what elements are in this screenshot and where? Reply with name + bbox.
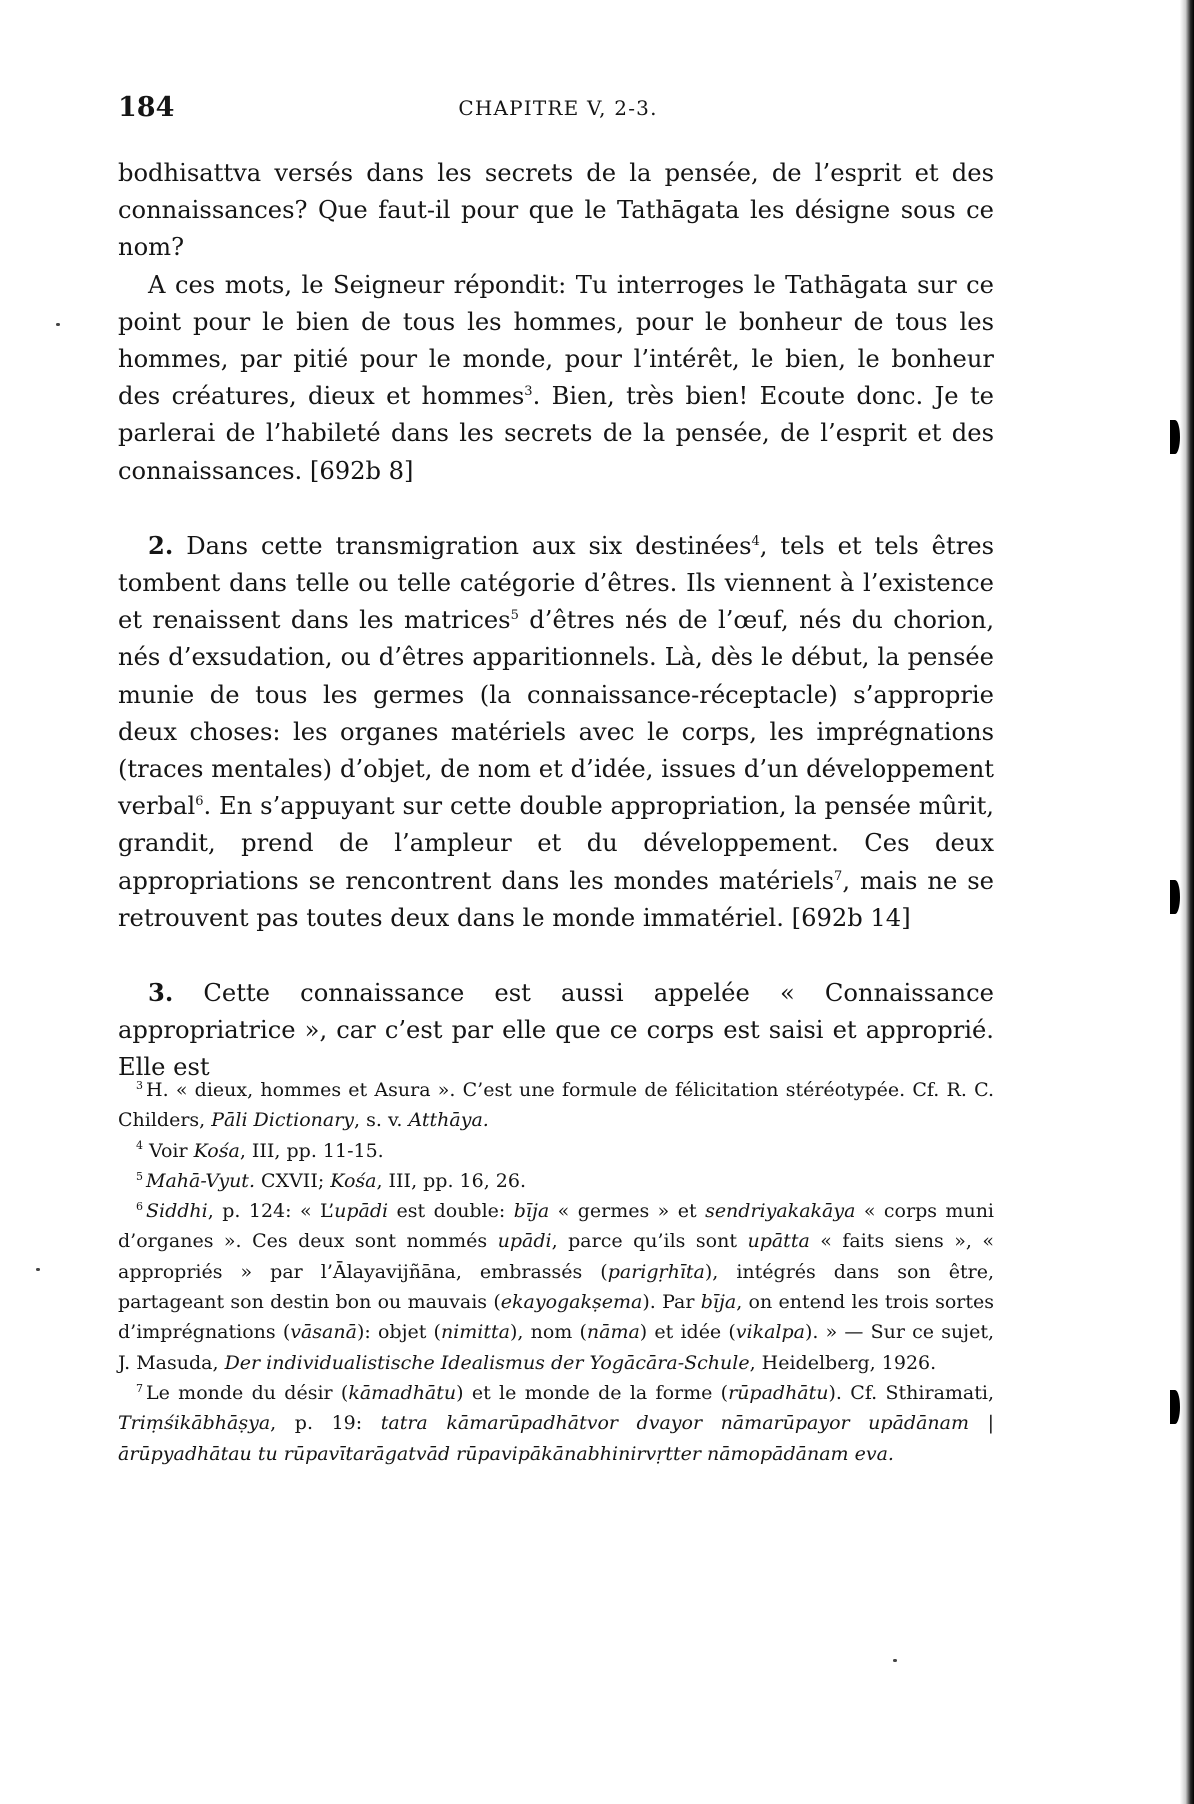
footnote-mark: 5 xyxy=(136,1169,143,1183)
italic-run: Siddhi xyxy=(146,1200,208,1223)
footnote-ref-4[interactable]: 4 xyxy=(751,533,760,549)
text-run: Cette connaissance est aussi appelée « Connaissance appropriatrice », car c’est par elle que ce corps est saisi et approprié. Elle est xyxy=(118,979,994,1082)
text-run: ). » — Sur ce sujet, J. Masuda, xyxy=(118,1321,994,1374)
italic-run: nāma xyxy=(586,1321,640,1344)
text-run: , s. v. xyxy=(354,1109,409,1132)
scan-shadow-edge xyxy=(1180,0,1194,1804)
italic-run: upādi xyxy=(497,1230,552,1253)
italic-run: bīja xyxy=(700,1291,737,1314)
footnote-ref-6[interactable]: 6 xyxy=(195,794,204,810)
italic-run: nimitta xyxy=(440,1321,510,1344)
page-number: 184 xyxy=(118,92,175,123)
italic-run: Atthāya. xyxy=(408,1109,489,1132)
footnotes xyxy=(118,1075,994,1469)
footnote-3 xyxy=(118,1075,994,1136)
footnote-ref-7[interactable]: 7 xyxy=(834,868,843,884)
text-run: A ces mots, le Seigneur répondit: Tu interroges le Tathāgata sur ce point pour le bien de tous les hommes, pour le bonheur de tous les hommes, par pitié pour le monde, pour l’intérêt, le bien, le bonheur des créatures, dieux et hommes xyxy=(118,270,994,411)
text-run: CXVII; xyxy=(254,1169,331,1192)
running-head: CHAPITRE V, 2-3. xyxy=(458,96,658,120)
italic-run: vikalpa xyxy=(735,1321,805,1344)
text-run: , p. 124: « L’ xyxy=(207,1200,335,1223)
paragraph-reply xyxy=(118,267,994,490)
section-number: 3. xyxy=(148,978,174,1008)
text-run: d’êtres nés de l’œuf, nés du chorion, nés d’exsudation, ou d’êtres apparitionnels. Là, dès le début, la pensée munie de tous les germes (la connaissance-réceptacle) s’approprie deux choses: les organes matériels avec le corps, les imprégnations (traces mentales) d’objet, de nom et d’idée, issues d’un développement verbal xyxy=(118,606,995,821)
footnote-mark: 7 xyxy=(136,1381,143,1395)
italic-run: upādi xyxy=(334,1200,389,1223)
text-run: ): objet ( xyxy=(356,1321,441,1344)
text-run: ), nom ( xyxy=(509,1321,587,1344)
italic-run: bīja xyxy=(513,1200,550,1223)
text-run: H. « dieux, hommes et Asura ». C’est une formule de félicitation stéréotypée. Cf. R. C. Childers, xyxy=(118,1079,994,1132)
footnote-mark: 6 xyxy=(136,1199,143,1213)
scan-speck xyxy=(56,323,60,326)
text-run: ). Cf. Sthiramati, xyxy=(828,1381,994,1404)
text-run: , Heidelberg, 1926. xyxy=(749,1351,937,1374)
paragraph-continuation xyxy=(118,155,994,267)
text-run: , on entend les trois sortes d’imprégnations ( xyxy=(118,1291,995,1344)
text-run: ). Par xyxy=(642,1291,701,1314)
text-run: , III, pp. 16, 26. xyxy=(376,1169,527,1192)
footnote-6 xyxy=(118,1196,994,1378)
text-run: , p. 19: xyxy=(270,1412,381,1435)
scan-edge-mark xyxy=(1170,1390,1180,1424)
text-run: Voir xyxy=(149,1139,194,1162)
section-3 xyxy=(118,974,994,1087)
text-run: . En s’appuyant sur cette double appropriation, la pensée mûrit, grandit, prend de l’ampleur et du développement. Ces deux appropriations se rencontrent dans les mondes matériels xyxy=(118,792,994,895)
scan-speck xyxy=(36,1268,40,1271)
paragraph-text: bodhisattva versés dans les secrets de la pensée, de l’esprit et des connaissances? Que faut-il pour que le Tathāgata les désigne sous ce nom? xyxy=(118,159,994,262)
text-run: Dans cette transmigration aux six destinées xyxy=(173,531,752,560)
text-run: « faits siens », « appropriés » par l’Ālayavijñāna, embrassés ( xyxy=(118,1230,994,1283)
footnote-7 xyxy=(118,1378,994,1469)
italic-run: Mahā-Vyut. xyxy=(146,1169,255,1192)
text-run: , tels et tels êtres tombent dans telle ou telle catégorie d’êtres. Ils viennent à l’existence et renaissent dans les matrices xyxy=(118,531,994,635)
italic-run: parigṛhīta xyxy=(607,1260,705,1283)
text-run: , mais ne se retrouvent pas toutes deux dans le monde immatériel. [692b 14] xyxy=(118,866,994,932)
text-run: « corps muni d’organes ». Ces deux sont nommés xyxy=(118,1200,995,1253)
footnote-mark: 4 xyxy=(136,1139,143,1153)
italic-run: rūpadhātu xyxy=(728,1381,829,1404)
scan-speck xyxy=(893,1659,897,1662)
text-run: ) et idée ( xyxy=(639,1321,736,1344)
footnote-mark: 3 xyxy=(136,1078,143,1092)
text-run: Le monde du désir ( xyxy=(146,1381,349,1404)
italic-run: upātta xyxy=(747,1230,810,1253)
italic-run: Triṃśikābhāṣya xyxy=(118,1412,271,1435)
italic-run: Pāli Dictionary xyxy=(211,1109,355,1132)
italic-run: Der individualistische Idealismus der Yogācāra-Schule xyxy=(224,1351,750,1374)
main-text xyxy=(118,155,994,1087)
page-header xyxy=(118,92,998,126)
text-run: , III, pp. 11-15. xyxy=(239,1139,384,1162)
italic-run: vāsanā xyxy=(290,1321,357,1344)
section-2 xyxy=(118,527,994,937)
text-run: ), intégrés dans son être, partageant son destin bon ou mauvais ( xyxy=(118,1260,994,1314)
text-run: , parce qu’ils sont xyxy=(551,1230,748,1253)
footnote-5 xyxy=(118,1166,994,1196)
scan-edge-mark xyxy=(1170,880,1180,914)
footnote-ref-3[interactable]: 3 xyxy=(524,384,533,400)
section-number: 2. xyxy=(148,530,174,560)
italic-run: Kośa xyxy=(330,1169,377,1192)
italic-run: kāmadhātu xyxy=(348,1381,457,1404)
footnote-4 xyxy=(118,1136,994,1166)
text-run: est double: xyxy=(388,1200,514,1223)
text-run: « germes » et xyxy=(549,1200,706,1223)
italic-run: sendriyakakāya xyxy=(705,1200,856,1223)
scan-edge-mark xyxy=(1170,420,1180,454)
footnote-ref-5[interactable]: 5 xyxy=(510,608,519,624)
italic-run: tatra kāmarūpadhātvor dvayor nāmarūpayor upādānam | ārūpyadhātau tu rūpavītarāgatvād rūpavipākānabhinirvṛtter nāmopādānam eva. xyxy=(118,1412,994,1465)
text-run: ) et le monde de la forme ( xyxy=(456,1381,729,1404)
italic-run: Kośa xyxy=(193,1139,240,1162)
italic-run: ekayogakṣema xyxy=(500,1291,643,1314)
text-run: . Bien, très bien! Ecoute donc. Je te parlerai de l’habileté dans les secrets de la pensée, de l’esprit et des connaissances. [692b 8] xyxy=(118,382,994,485)
